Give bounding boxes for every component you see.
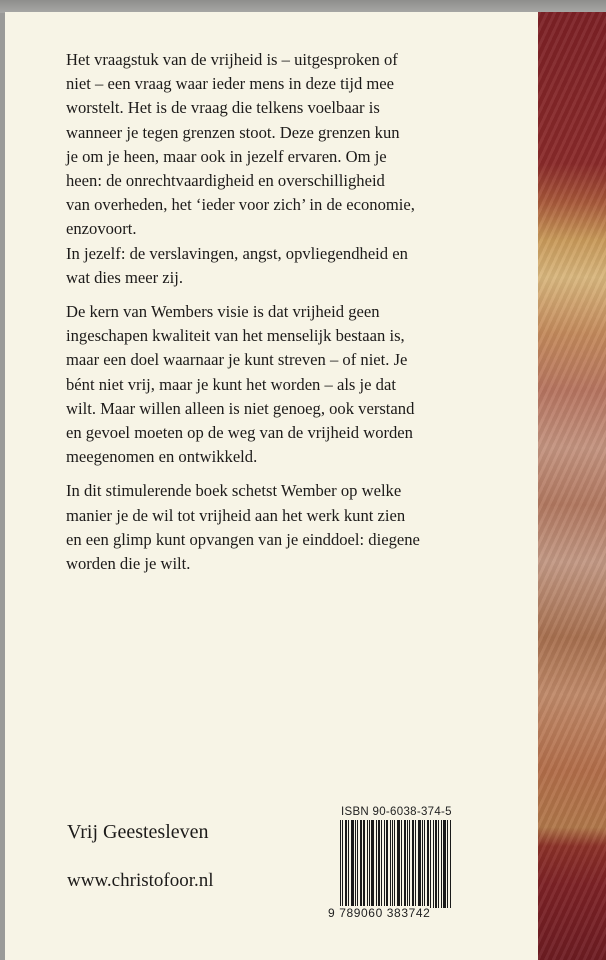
barcode-bar xyxy=(435,820,437,908)
cover-painting-strip xyxy=(538,12,606,960)
blurb-paragraph-3: In dit stimulerende boek schetst Wember op welke manier je de wil tot vrijheid aan het werk kunt zien en een glimp kunt opvangen van je einddoel: diegene worden die je wilt. xyxy=(66,481,420,574)
barcode-bar xyxy=(381,820,382,908)
barcode-bar xyxy=(441,820,442,908)
barcode-bar xyxy=(348,820,349,908)
barcode xyxy=(340,820,454,908)
isbn-label: ISBN 90-6038-374-5 xyxy=(341,806,452,818)
barcode-bar xyxy=(418,820,421,908)
barcode-bar xyxy=(430,820,431,908)
barcode-bar xyxy=(345,820,347,908)
barcode-bar xyxy=(360,820,362,908)
barcode-bar xyxy=(409,820,410,908)
blurb-paragraph-1: Het vraagstuk van de vrijheid is – uitgesproken of niet – een vraag waar ieder mens in deze tijd mee worstelt. Het is de vraag die telkens voelbaar is wanneer je tegen grenzen stoot. Deze grenzen kun je om je heen, maar ook in jezelf ervaren. Om je heen: de onrechtvaardigheid en overschilligheid van overheden, het ‘ieder voor zich’ in de economie, enzovoort. In jezelf: de verslavingen, angst, opvliegendheid en wat dies meer zij. xyxy=(66,50,415,287)
barcode-bar xyxy=(355,820,356,908)
barcode-bar xyxy=(367,820,368,908)
barcode-bar xyxy=(340,820,341,908)
barcode-bar xyxy=(392,820,393,908)
barcode-bar xyxy=(401,820,402,908)
barcode-bar xyxy=(433,820,434,908)
barcode-bar xyxy=(397,820,400,908)
barcode-bar xyxy=(450,820,451,908)
barcode-bar xyxy=(415,820,416,908)
barcode-bar xyxy=(342,820,343,908)
barcode-bar xyxy=(390,820,391,908)
barcode-bar xyxy=(369,820,370,908)
publisher-name: Vrij Geestesleven xyxy=(67,821,209,843)
barcode-bar xyxy=(386,820,388,908)
barcode-bar xyxy=(384,820,385,908)
barcode-bar xyxy=(363,820,365,908)
barcode-bar xyxy=(447,820,448,908)
barcode-bar xyxy=(407,820,408,908)
barcode-bar xyxy=(438,820,439,908)
barcode-bar xyxy=(394,820,395,908)
barcode-bar xyxy=(376,820,377,908)
barcode-bar xyxy=(371,820,374,908)
publisher-website: www.christofoor.nl xyxy=(67,870,214,891)
barcode-bar xyxy=(378,820,380,908)
barcode-bar xyxy=(424,820,425,908)
barcode-bar xyxy=(427,820,429,908)
barcode-bar xyxy=(443,820,446,908)
barcode-bar xyxy=(357,820,358,908)
barcode-bar xyxy=(351,820,354,908)
barcode-bar xyxy=(404,820,406,908)
barcode-bar xyxy=(412,820,414,908)
ean-digits: 9 789060 383742 xyxy=(328,906,431,920)
blurb-paragraph-2: De kern van Wembers visie is dat vrijheid geen ingeschapen kwaliteit van het menselijk bestaan is, maar een doel waarnaar je kunt streven – of niet. Je bént niet vrij, maar je kunt het worden – als je dat wilt. Maar willen alleen is niet genoeg, ook verstand en gevoel moeten op de weg van de vrijheid worden meegenomen en ontwikkeld. xyxy=(66,302,415,467)
barcode-bar xyxy=(422,820,423,908)
blurb xyxy=(66,48,486,586)
